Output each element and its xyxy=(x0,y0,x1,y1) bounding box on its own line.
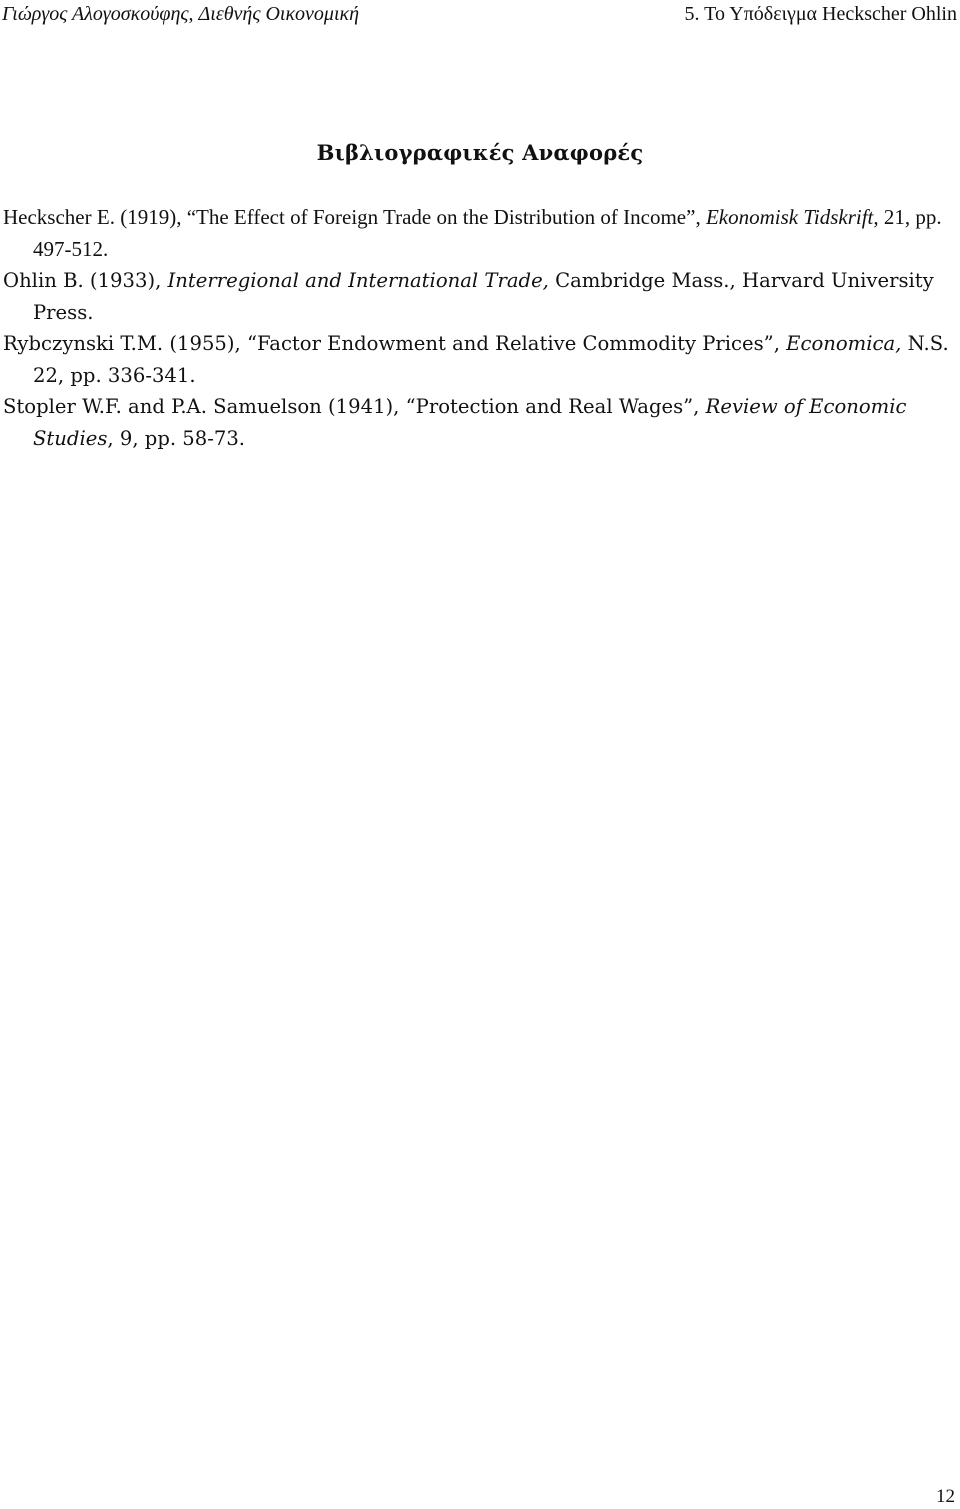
reference-title: “Protection and Real Wages”, xyxy=(405,395,706,418)
reference-details: , 9, pp. 58-73. xyxy=(107,426,246,450)
reference-authors: Stopler W.F. and P.A. Samuelson xyxy=(3,395,322,418)
reference-journal: Ekonomisk Tidskrift xyxy=(705,205,874,229)
reference-year: (1933), xyxy=(83,269,168,292)
header-chapter: 5. Το Υπόδειγμα Heckscher Ohlin xyxy=(684,3,957,25)
reference-list xyxy=(0,202,950,454)
reference-details: N.S. 22, pp. 336-341. xyxy=(33,332,949,387)
page-number: 12 xyxy=(936,1486,955,1507)
reference-details: , 21, pp. 497-512. xyxy=(33,205,942,261)
reference-publisher: Cambridge Mass., Harvard University Press. xyxy=(33,269,934,324)
reference-title: “Factor Endowment and Relative Commodity Prices”, xyxy=(246,332,787,355)
reference-item xyxy=(0,328,950,391)
reference-authors: Rybczynski T.M. xyxy=(3,332,164,355)
header-book-title: Διεθνής Οικονομική xyxy=(198,3,360,25)
reference-year: (1941), xyxy=(321,395,406,418)
reference-year: (1955), xyxy=(163,332,247,355)
reference-journal: Economica, xyxy=(786,332,902,355)
header-author: Γιώργος Αλογοσκούφης xyxy=(2,3,189,25)
reference-year: (1919), xyxy=(114,205,187,229)
reference-journal: Review of Economic Studies xyxy=(33,395,907,450)
reference-book-title: Interregional and International Trade, xyxy=(167,269,549,292)
header-author-book xyxy=(2,2,359,26)
reference-authors: Heckscher E. xyxy=(3,205,115,229)
reference-item xyxy=(0,265,950,328)
section-title: Βιβλιογραφικές Αναφορές xyxy=(316,140,644,165)
header-separator: , xyxy=(188,3,199,25)
reference-item xyxy=(0,391,950,454)
reference-title: “The Effect of Foreign Trade on the Distribution of Income”, xyxy=(186,205,706,229)
running-header xyxy=(0,2,960,30)
reference-item xyxy=(0,202,950,265)
reference-authors: Ohlin B. xyxy=(3,269,84,292)
